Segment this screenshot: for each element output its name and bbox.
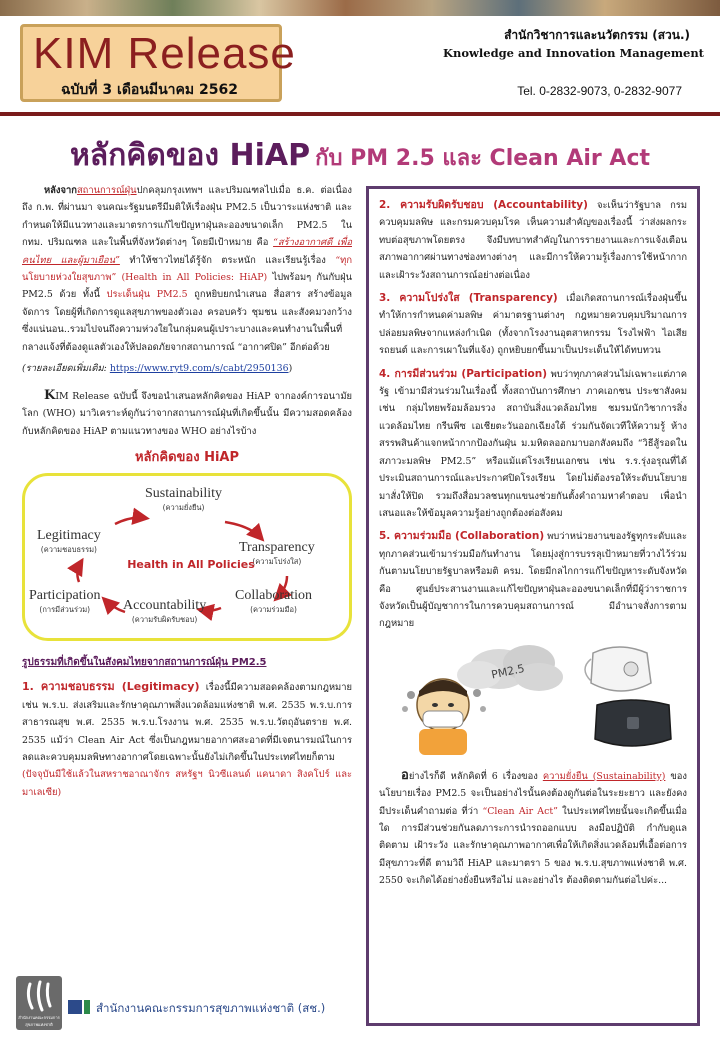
clean-air-act: “Clean Air Act” [482,805,558,817]
arrow-par-to-leg [77,562,81,582]
arrow-leg-to-sus [115,518,145,524]
item-accountability [379,197,687,284]
item-collaboration-text: พบว่าหน่วยงานของรัฐทุกระดับและทุกภาคส่วนเข้ามาร่วมมือกันทำงาน โดยมุ่งสู่การบรรลุเป้าหมายที่วางไว้ร่วมกันตามนโยบายรัฐบาลหรือมติ ครม. โดยมีกลไกการแก้ไขปัญหาระดับจังหวัด คือ ศูนย์ประสานงานและแก้ไขปัญหาฝุ่นละอองขนาดเล็กที่มีผู้ว่าราชการจังหวัดเป็นผู้บัญชาการในการควบคุมสถานการณ์ มีอำนาจสั่งการตามกฎหมาย [379,531,687,630]
drop-cap-k: K [44,388,56,404]
coughing-person-icon [402,679,486,755]
item-legitimacy-countries: (ปัจจุบันมีใช้แล้วในสหราชอาณาจักร สหรัฐฯ นิวซีแลนด์ แคนาดา สิงคโปร์ และมาเลเซีย) [22,769,352,798]
left-column [22,182,352,805]
item-transparency [379,290,687,360]
node-sustainability-en: Sustainability [145,486,222,502]
issue-label: ฉบับที่ 3 เดือนมีนาคม 2562 [61,82,238,98]
intro-hiap: “ทุกนโยบายห่วงใยสุขภาพ” (Health in All Policies: HiAP) [22,254,353,284]
org-name-thai: สำนักวิชาการและนวัตกรรม (สวน.) [504,28,690,42]
item-participation-title: 4. การมีส่วนร่วม (Participation) [379,367,548,380]
node-collaboration-th: (ความร่วมมือ) [250,605,297,615]
node-legitimacy-en: Legitimacy [37,528,101,544]
intro-pm-issue: ประเด็นฝุ่น PM2.5 [106,289,188,301]
nhco-logo [16,976,62,1030]
item-participation-text: พบว่าทุกภาคส่วนไม่เฉพาะแต่ภาครัฐ เข้ามามีส่วนร่วมในเรื่องนี้ ทั้งสถาบันการศึกษา ภาคเอกชน ประชาสังคม เช่น กลุ่มไทยพร้อมล้อมรวง สถาบันสิ่งแวดล้อมไทย ชมรมนักวิชาการสิ่งแวดล้อมไทย กรีนพีซ เอเชียตะวันออกเฉียงใต้ ร่วมกันจัดเวทีให้ความรู้ ห้างสรรพสินค้าแจกหน้ากากป้องกันฝุ่น ม.มหิดลออกมาบอกสังคมถึง “วิธีสู้รอดในสภาวะมลพิษ PM2.5” หรือแม้แต่โรงเรียนเอกชน เช่น ร.ร.รุ่งอรุณที่ได้ประเมินสถานการณ์และประกาศปิดโรงเรียน โดยไม่ต้องรอให้ระดับนโยบายมาสั่งให้ปิด รวมถึงสื่อมวลชนทุกแขนงช่วยกันตั้งคำถามหาคำตอบ เพื่อนำเสนอและให้ข้อมูลความรู้อย่างถูกต้องต่อสังคม [379,368,687,519]
pm25-label [491,661,492,662]
item-sustainability-title: ความยั่งยืน (Sustainability) [542,770,666,782]
node-transparency-th: (ความโปร่งใส) [252,557,302,567]
item-sustainability [379,767,687,890]
newsletter-title: KIM Release [33,29,296,78]
item-collaboration [379,528,687,632]
hiap-diagram [22,473,352,641]
n95-mask-icon [585,647,651,691]
item-participation [379,366,687,523]
page-title [0,132,720,179]
intro-text-3: ไปพร้อมๆ กันกับฝุ่น PM2.5 ด้วย ทั้งนี้ [22,272,352,301]
black-mask-icon [595,700,671,746]
node-participation-en: Participation [29,588,101,604]
pm25-illustration [379,639,689,757]
item-accountability-title: 2. ความรับผิดรับชอบ (Accountability) [379,199,588,211]
mask-illustration [379,639,689,757]
node-sustainability-th: (ความยั่งยืน) [162,503,205,513]
node-participation [29,588,101,616]
kim-paragraph [22,387,352,440]
header [0,0,720,118]
node-transparency-en: Transparency [239,540,315,556]
concrete-results-heading: รูปธรรมที่เกิดขึ้นในสังคมไทยจากสถานการณ์ฝุ่น PM2.5 [22,657,267,669]
intro-highlight-dust: สถานการณ์ฝุ่น [76,185,137,196]
drop-cap-o: อ [401,767,409,783]
item-sustainability-text-e: ในประเทศไทยนั้นจะเกิดขึ้นเมื่อใด การมีส่วนช่วยกันลดภาระการนำรถออกแบบ ลงมือปฏิบัติ กำกับดูแล ติดตาม เฝ้าระวัง และรักษาคุณภาพอากาศเพื่อให้เกิดสิ่งแวดล้อมที่เอื้อต่อการมีสุขภาวะที่ดี ตามวิถี HiAP และมาตรา 5 ของ พ.ร.บ.สุขภาพแห่งชาติ พ.ศ. 2550 จะเกิดได้อย่างยั่งยืนหรือไม่ และอย่างไร ต้องติดตามกันต่อไปค่ะ... [379,805,688,887]
footer-bar-blue [68,1000,82,1014]
kim-paragraph-text: IM Release ฉบับนี้ จึงขอนำเสนอหลักคิดของ HiAP จากองค์การอนามัยโลก (WHO) มาวิเคราะห์ดูกันว่าจากสถานการณ์ฝุ่นที่เกิดขึ้นนั้น มีความสอดคล้องกับหลักคิดของ HiAP ตามแนวทางของ WHO อย่างไรบ้าง [22,391,352,437]
node-collaboration [235,588,312,616]
item-sustainability-text-c: ของนโยบายเรื่อง PM2.5 จะเป็นอย่างไรนั้นคงต้องดูกันต่อในระยะยาว และยังคงมีประเด็นคำถามต่อ ที่ว่า [379,770,688,817]
node-accountability-th: (ความรับผิดรับชอบ) [131,615,198,625]
intro-paragraph [22,182,352,356]
diagram-center-label: Health in All Policies [127,558,255,572]
pm25-cloud-label: PM2.5 [490,661,526,682]
kim-release-box [20,24,296,102]
item-collaboration-title: 5. ความร่วมมือ (Collaboration) [379,530,545,543]
telephone: Tel. 0-2832-9073, 0-2832-9077 [517,84,682,98]
item-transparency-title: 3. ความโปร่งใส (Transparency) [379,292,558,305]
item-accountability-text: จะเห็นว่ารัฐบาล กรมควบคุมมลพิษ และกรมควบคุมโรค เห็นความสำคัญของเรื่องนี้ ว่าส่งผลกระทบต่อสุขภาพโดยตรง จึงมีบทบาทสำคัญในการรายงานและการแจ้งเตือนสภาพอากาศผ่านทางช่องทางต่างๆ และมีการให้ความรู้เรื่องการใช้หน้ากาก และเฝ้าระวังสถานการณ์อย่างต่อเนื่อง [379,200,688,281]
photo-strip-banner [0,0,720,16]
node-collaboration-en: Collaboration [235,588,312,604]
item-sustainability-text-a: ย่างไรก็ดี หลักคิดที่ 6 เรื่องของ [408,770,538,782]
intro-text-4: ถูกหยิบยกนำเสนอ สื่อสาร สร้างข้อมูล จัดการ โดยผู้ที่เกิดการดูแลสุขภาพของตัวเอง ครอบครัว ชุมชน และสังคมวงกว้างซึ่งแน่นอน..รวมไปจนถึงความห่วงใยในกลุ่มคนผู้เปราะบางและคนทำงานในพื้นที่กลางแจ้งที่ต้องดูแลตัวเองให้ปลอดภัยจากสถานการณ์ “อากาศปิด” อีกต่อด้วย [22,289,353,353]
node-accountability [123,598,206,626]
right-column [366,186,700,1026]
logo-caption: สำนักงานคณะกรรมการสุขภาพแห่งชาติ [18,1015,60,1027]
header-divider [0,112,720,116]
note-close: ) [288,363,293,375]
item-legitimacy-title: 1. ความชอบธรรม (Legitimacy) [22,680,200,694]
footer [16,976,356,1032]
detail-link[interactable]: https://www.ryt9.com/s/cabt/2950136 [109,363,289,375]
detail-note [22,360,352,377]
arrow-acc-to-par [105,600,125,612]
page-title-main: หลักคิดของ HiAP [69,138,311,173]
footer-org: สำนักงานคณะกรรมการสุขภาพแห่งชาติ (สช.) [96,1001,326,1015]
note-label: (รายละเอียดเพิ่มเติม: [22,363,107,375]
item-transparency-text: เมื่อเกิดสถานการณ์เรื่องฝุ่นขึ้น ทำให้การกำหนดค่ามลพิษ ค่ามาตรฐานต่างๆ กฎหมายควบคุมปริมาณการปล่อยมลพิษจากแหล่งกำเนิด (ทั้งจากโรงงานอุตสาหกรรม โรงไฟฟ้า ไอเสียรถยนต์ และการเผาในที่แจ้ง) ถูกหยิบยกขึ้นมาเป็นประเด็นให้ได้ทบทวน [379,293,687,357]
node-accountability-en: Accountability [123,598,207,614]
intro-text-2: ทำให้ชาวไทยได้รู้จัก ตระหนัก และเรียนรู้เรื่อง [129,254,326,266]
node-sustainability [145,486,222,514]
diagram-title: หลักคิดของ HiAP [134,450,240,466]
intro-text-1: ปกคลุมกรุงเทพฯ และปริมณฑลไปเมื่อ ธ.ค. ต่อเนื่องถึง ก.พ. ที่ผ่านมา จนคณะรัฐมนตรีมีมติให้เรื่องฝุ่น PM2.5 เป็นวาระแห่งชาติ และกำหนดให้มีแนวทางและมาตรการแก้ไขปัญหาฝุ่นละอองขนาดเล็ก PM2.5 ใน กทม. ปริมณฑล และในพื้นที่จังหวัดต่างๆ โดยมีเป้าหมาย คือ [22,185,352,249]
node-legitimacy [37,528,101,556]
item-legitimacy [22,678,352,801]
intro-goal: “สร้างอากาศดี เพื่อคนไทย และผู้มาเยือน” [22,237,352,266]
footer-bar-green [84,1000,90,1014]
arrow-sus-to-tra [225,522,261,538]
node-legitimacy-th: (ความชอบธรรม) [40,545,97,555]
intro-lead: หลังจาก [44,185,77,196]
nhco-logo-icon [16,976,62,1016]
org-name-english: Knowledge and Innovation Management [442,46,704,60]
node-participation-th: (การมีส่วนร่วม) [39,605,91,615]
page-title-sub: กับ PM 2.5 และ Clean Air Act [315,146,650,171]
item-legitimacy-text: เรื่องนี้มีความสอดคล้องตามกฎหมาย เช่น พ.ร.บ. ส่งเสริมและรักษาคุณภาพสิ่งแวดล้อมแห่งชาติ พ.ศ. 2535 พ.ร.บ.การสาธารณสุข พ.ศ. 2535 พ.ร.บ.โรงงาน พ.ศ. 2535 พ.ร.บ.วัตถุอันตราย พ.ศ. 2535 แม้ว่า Clean Air Act ซึ่งเป็นกฎหมายอากาศสะอาดที่มีเจตนารมณ์ในการลดและควบคุมมลพิษทางอากาศโดยเฉพาะนั้นยังไม่เกิดขึ้นในประเทศไทยก็ตาม [22,682,352,763]
